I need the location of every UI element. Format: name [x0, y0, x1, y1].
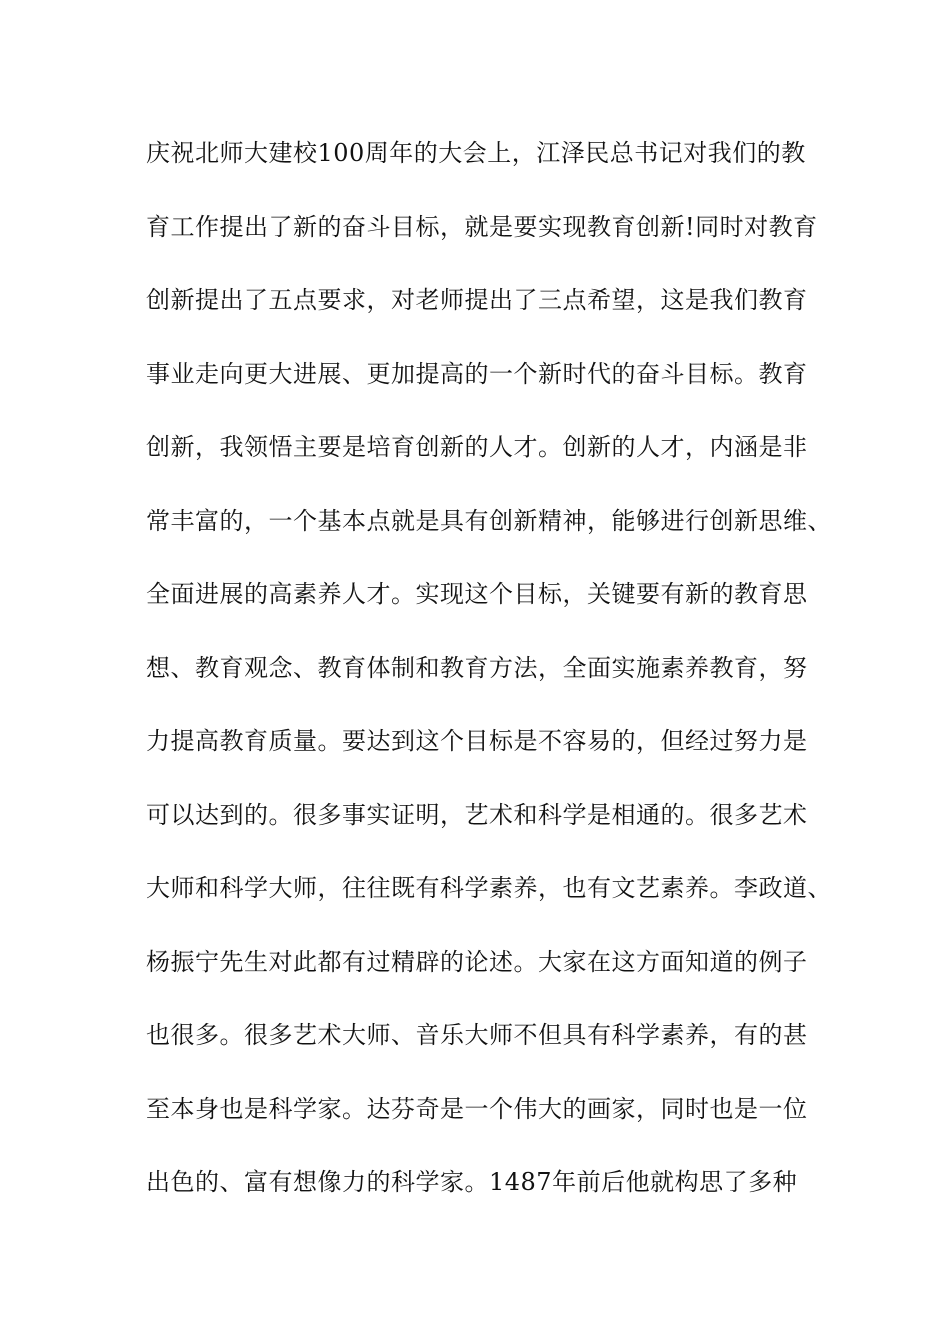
- text-line: 想、教育观念、教育体制和教育方法，全面实施素养教育，努: [146, 653, 808, 682]
- text-line: 出色的、富有想像力的科学家。1487年前后他就构思了多种: [146, 1168, 798, 1196]
- body-text: [146, 131, 832, 1234]
- text-line: 杨振宁先生对此都有过精辟的论述。大家在这方面知道的例子: [146, 947, 808, 976]
- text-line: 创新，我领悟主要是培育创新的人才。创新的人才，内涵是非: [146, 433, 808, 461]
- text-line: 大师和科学大师，往往既有科学素养，也有文艺素养。李政道、: [146, 874, 832, 902]
- text-line: 也很多。很多艺术大师、音乐大师不但具有科学素养，有的甚: [146, 1021, 808, 1049]
- text-line: 至本身也是科学家。达芬奇是一个伟大的画家，同时也是一位: [146, 1094, 808, 1123]
- text-line: 庆祝北师大建校100周年的大会上，江泽民总书记对我们的教: [146, 139, 806, 167]
- text-line: 常丰富的，一个基本点就是具有创新精神，能够进行创新思维、: [146, 506, 832, 535]
- text-line: 全面进展的高素养人才。实现这个目标，关键要有新的教育思: [146, 580, 808, 608]
- text-line: 创新提出了五点要求，对老师提出了三点希望，这是我们教育: [146, 286, 808, 314]
- text-line: 力提高教育质量。要达到这个目标是不容易的，但经过努力是: [146, 727, 808, 755]
- text-line: 可以达到的。很多事实证明，艺术和科学是相通的。很多艺术: [146, 800, 808, 829]
- text-line: 事业走向更大进展、更加提高的一个新时代的奋斗目标。教育: [146, 359, 808, 388]
- text-line: 育工作提出了新的奋斗目标，就是要实现教育创新!同时对教育: [146, 212, 818, 241]
